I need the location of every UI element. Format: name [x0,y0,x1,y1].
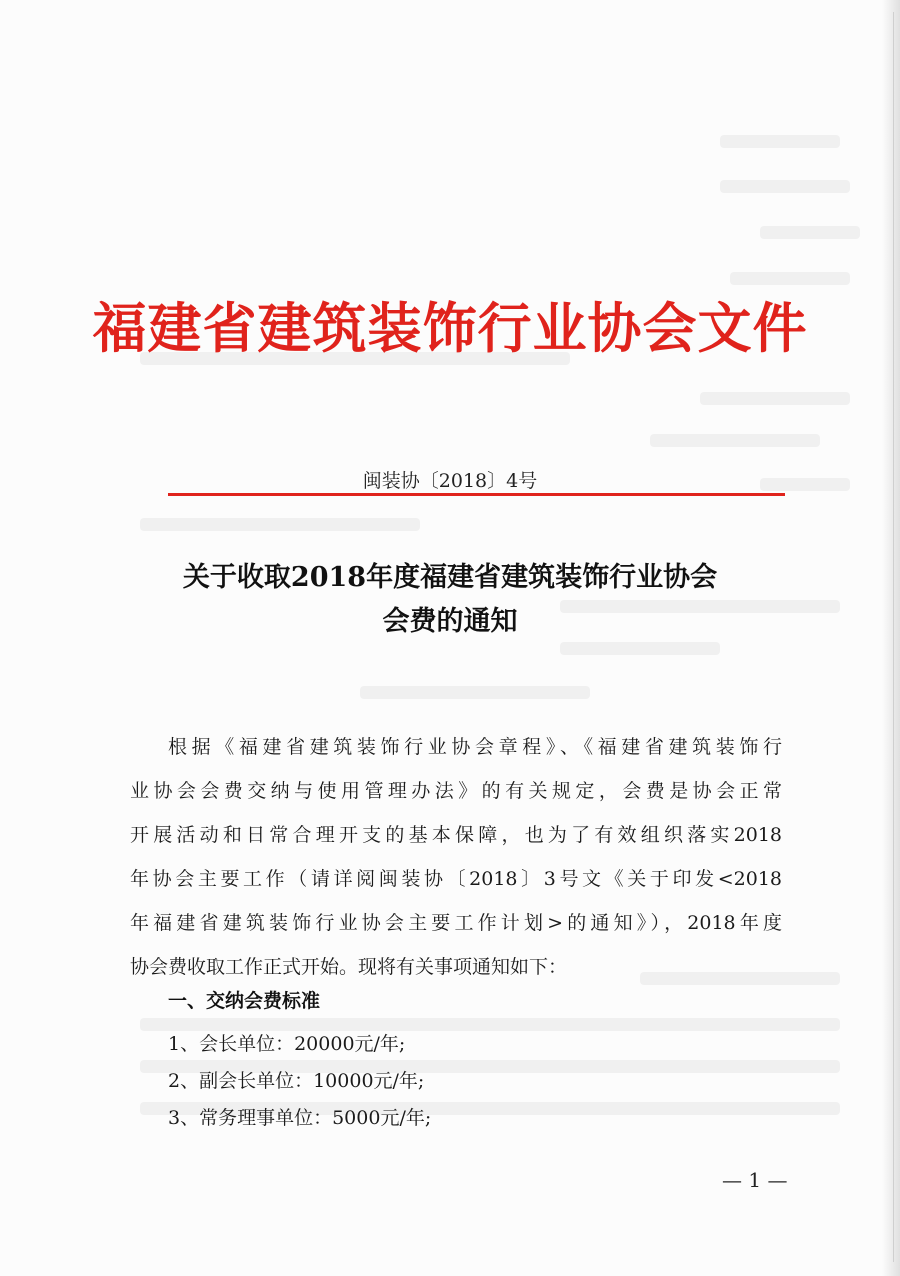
fee-item-executive-director: 3、常务理事单位：5000元/年; [168,1107,432,1129]
notice-title-line-1: 关于收取2018年度福建省建筑装饰行业协会 [182,562,718,593]
notice-title [0,556,900,644]
document-number: 闽装协〔2018〕4号 [362,470,538,492]
notice-title-line-2: 会费的通知 [382,606,518,637]
paragraph-line: 协会费收取工作正式开始。现将有关事项通知如下： [130,956,568,978]
section-heading-fee-standard: 一、交纳会费标准 [168,990,321,1012]
paragraph-line: 年福建省建筑装饰行业协会主要工作计划>的通知》），2018年度 [130,912,782,934]
red-header-rule [168,493,785,496]
fee-item-vice-president: 2、副会长单位：10000元/年; [168,1070,425,1092]
fee-item-president: 1、会长单位：20000元/年; [168,1033,406,1055]
paragraph-line: 年协会主要工作（请详阅闽装协〔2018〕3号文《关于印发<2018 [130,868,782,890]
page-number: — 1 — [722,1168,788,1192]
notice-paragraph [130,725,782,989]
fee-list [168,1026,431,1137]
paragraph-line: 开展活动和日常合理开支的基本保障，也为了有效组织落实2018 [130,824,782,846]
red-header-title: 福建省建筑装饰行业协会文件 [92,297,808,360]
paragraph-line: 业协会会费交纳与使用管理办法》的有关规定，会费是协会正常 [130,780,782,802]
paragraph-line: 根据《福建省建筑装饰行业协会章程》、《福建省建筑装饰行 [168,736,782,758]
